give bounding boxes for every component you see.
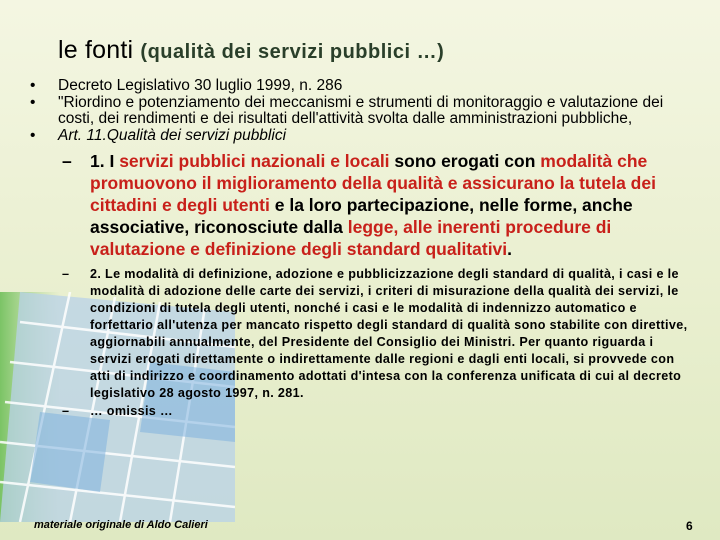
highlight-segment: modalità che promuovono il miglioramento della qualità e assicurano la tutela dei cittadini e degli utenti xyxy=(90,151,656,215)
dash-marker: – xyxy=(62,267,70,281)
omissis-line xyxy=(62,403,690,420)
bullet-text: Art. 11.Qualità dei servizi pubblici xyxy=(58,126,287,144)
highlight-segment: servizi pubblici nazionali e locali xyxy=(119,151,390,171)
article-paragraph-2 xyxy=(62,266,690,402)
highlight-segment: legge, alle inerenti procedure di valutazione e definizione degli standard qualitativi xyxy=(90,217,612,259)
content-list xyxy=(30,78,690,420)
dash-marker: – xyxy=(62,151,72,171)
bullet-marker: • xyxy=(30,93,36,111)
omissis-text: … omissis … xyxy=(90,404,173,418)
bullet-article xyxy=(30,128,690,145)
bullet-decree-title xyxy=(30,95,690,128)
slide-title xyxy=(58,36,444,65)
bullet-text: "Riordino e potenziamento dei meccanismi e strumenti di monitoraggio e valutazione dei costi, dei rendimenti e dei risultati dell'attività svolta dalle amministrazioni pubbliche, xyxy=(58,93,664,127)
text-segment: sono erogati con xyxy=(389,151,541,171)
dash-marker: – xyxy=(62,404,70,418)
article-paragraph-1 xyxy=(62,150,690,260)
title-subtitle: (qualità dei servizi pubblici …) xyxy=(140,41,445,63)
text-segment: e la loro partecipazione, nelle forme, anche associative, riconosciute dalla xyxy=(90,195,633,237)
paragraph-1-text xyxy=(90,150,690,260)
bullet-marker: • xyxy=(30,77,36,94)
page-number: 6 xyxy=(686,519,693,533)
bullet-decree xyxy=(30,78,690,95)
bullet-marker: • xyxy=(30,126,36,144)
paragraph-2-text: 2. Le modalità di definizione, adozione e pubblicizzazione degli standard di qualità, i casi e le modalità di adozione delle carte dei servizi, i criteri di misurazione della qualità dei servizi, le condizioni di tutela degli utenti, nonché i casi e le modalità di indennizzo automatico e forfettario all'utenza per mancato rispetto degli standard di qualità sono stabilite con direttive, aggiornabili annualmente, del Presidente del Consiglio dei Ministri. Per quanto riguarda i servizi erogati direttamente o indirettamente dalle regioni e dagli enti locali, si provvede con atti di indirizzo e coordinamento adottati d'intesa con la conferenza unificata di cui al decreto legislativo 28 agosto 1997, n. 281. xyxy=(90,267,688,400)
footer-author: materiale originale di Aldo Calieri xyxy=(34,519,208,531)
bullet-text: Decreto Legislativo 30 luglio 1999, n. 286 xyxy=(58,77,343,94)
text-segment: 1. I xyxy=(90,151,120,171)
title-main: le fonti xyxy=(58,36,134,64)
text-segment: . xyxy=(507,239,513,259)
